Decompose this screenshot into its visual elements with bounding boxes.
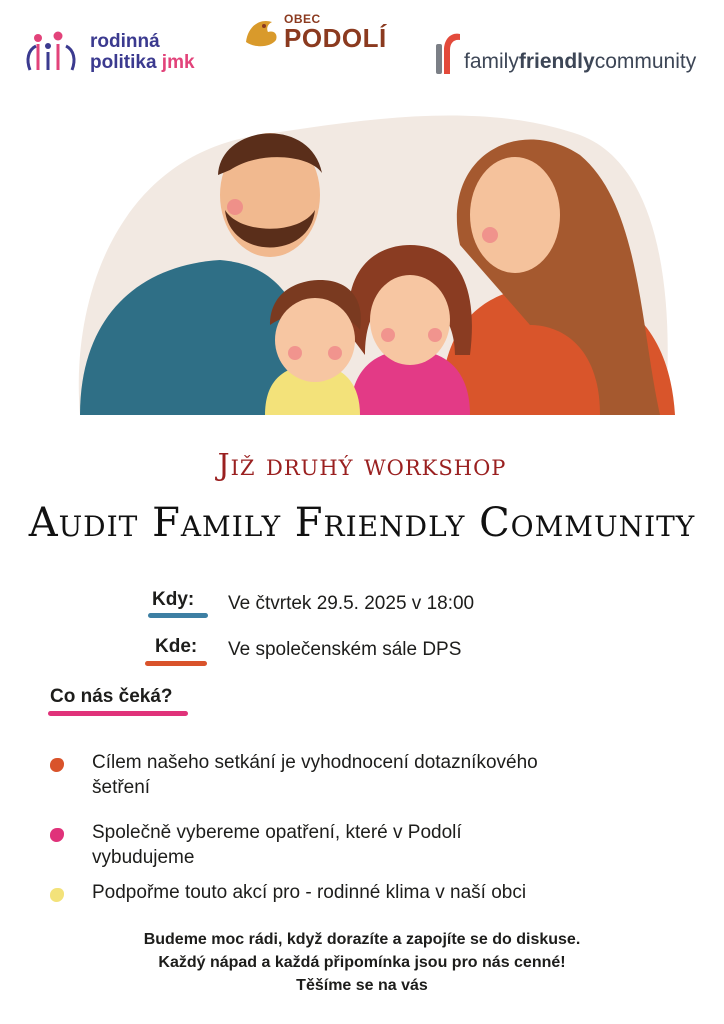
bird-emblem-icon — [242, 12, 282, 52]
bullet-dot — [50, 758, 64, 772]
politika-text: politika — [90, 52, 162, 73]
bullet-dot — [50, 888, 64, 902]
bullet-text-line: šetření — [92, 777, 151, 798]
closing-line: Těšíme se na vás — [296, 977, 428, 994]
agenda-heading: Co nás čeká? — [50, 686, 173, 707]
page-title: Audit Family Friendly Community — [28, 500, 696, 546]
bullet-text-line: Podpořme touto akcí pro - rodinné klima v naší obci — [92, 882, 527, 903]
family-illustration — [60, 95, 680, 430]
when-label: Kdy: — [152, 589, 195, 610]
obec-podoli-logo — [242, 12, 387, 52]
closing-line: Každý nápad a každá připomínka jsou pro nás cenné! — [158, 954, 566, 971]
ffc-mark-icon — [432, 30, 462, 76]
ffc-family: family — [464, 50, 519, 73]
ffc-friendly: friendly — [518, 50, 595, 73]
rodinna-text: rodinná — [90, 31, 160, 52]
agenda-underline — [48, 711, 188, 716]
podoli-label: PODOLÍ — [284, 23, 387, 53]
when-value: Ve čtvrtek 29.5. 2025 v 18:00 — [228, 593, 475, 614]
rodinna-politika-logo — [24, 30, 195, 74]
list-item — [50, 820, 670, 870]
ffc-community: community — [594, 50, 697, 73]
where-underline — [145, 661, 207, 666]
bullet-dot — [50, 828, 64, 842]
obec-label: OBEC — [284, 12, 321, 26]
closing-line: Budeme moc rádi, když dorazíte a zapojíte se do diskuse. — [143, 931, 581, 948]
list-item — [50, 880, 670, 905]
bullet-text-line: Cílem našeho setkání je vyhodnocení dotazníkového — [92, 752, 538, 773]
list-item — [50, 750, 670, 800]
where-value: Ve společenském sále DPS — [228, 639, 462, 660]
closing-message — [0, 928, 724, 997]
subtitle: Již druhý workshop — [217, 448, 507, 483]
jmk-text: jmk — [161, 52, 195, 73]
logo-bar — [0, 0, 724, 95]
where-label: Kde: — [155, 636, 198, 657]
when-underline — [148, 613, 208, 618]
family-figures-icon — [24, 30, 80, 74]
bullet-text-line: Společně vybereme opatření, které v Podolí — [92, 822, 462, 843]
bullet-text-line: vybudujeme — [92, 847, 195, 868]
family-friendly-community-logo — [432, 30, 696, 76]
